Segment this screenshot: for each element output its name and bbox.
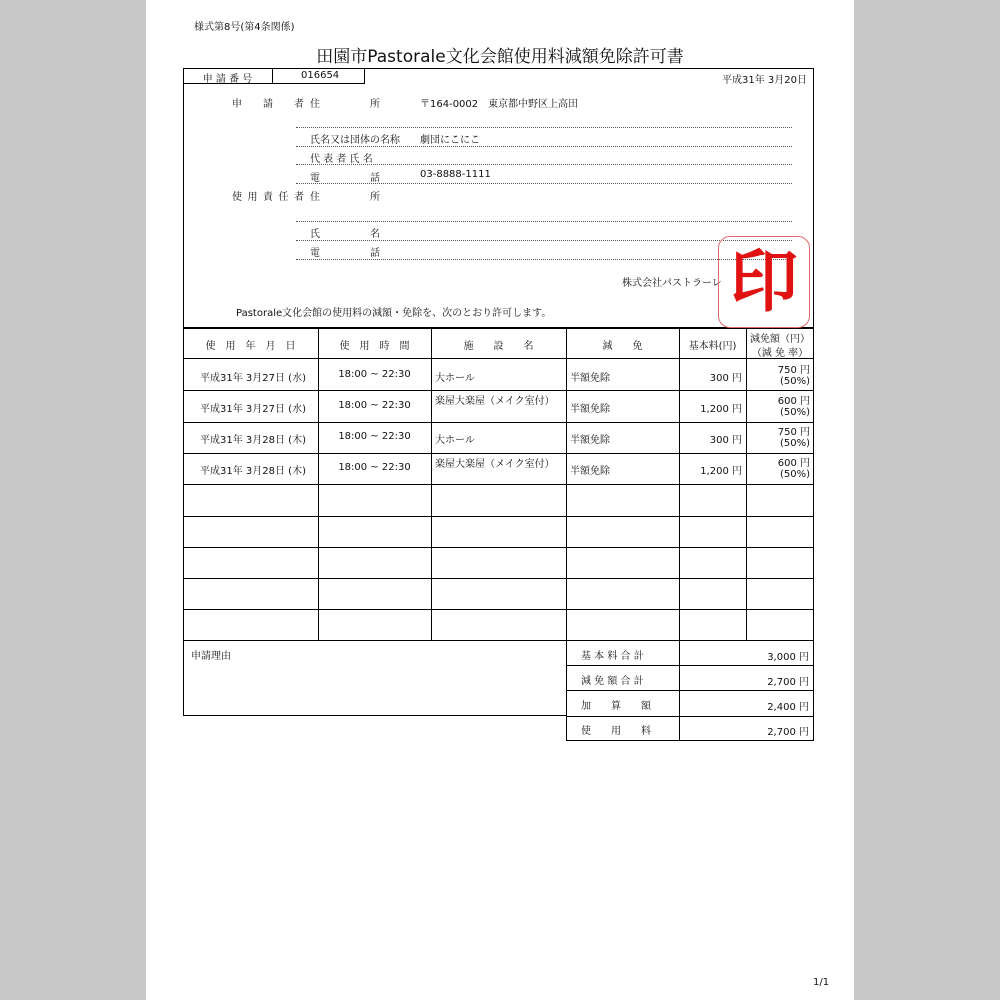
applicant-name-value: 劇団にこにこ: [420, 135, 480, 146]
header-time: 使 用 時 間: [339, 341, 410, 352]
table-row-date: 平成31年 3月28日 (木): [200, 435, 306, 446]
table-row-facility: 楽屋大楽屋（メイク室付）: [435, 459, 555, 470]
additional-amount-value: 2,400 円: [767, 702, 809, 713]
table-row-reduction: 半額免除: [570, 466, 610, 477]
table-row-amount: 750 円: [777, 365, 810, 376]
representative-label: 代 表 者 氏 名: [310, 154, 373, 165]
header-reduced-amount: 減免額（円）: [750, 334, 810, 345]
header-reduction: 減 免: [602, 341, 643, 352]
header-base-fee: 基本料(円): [688, 341, 737, 352]
table-row-base-fee: 300 円: [709, 373, 742, 384]
table-row-date: 平成31年 3月27日 (水): [200, 404, 306, 415]
table-row-date: 平成31年 3月27日 (水): [200, 373, 306, 384]
total-base-fee-value: 3,000 円: [767, 652, 809, 663]
table-row-rate: (50%): [779, 438, 810, 449]
table-row-reduction: 半額免除: [570, 435, 610, 446]
company-name: 株式会社パストラーレ: [622, 278, 722, 289]
reason-box: [183, 640, 567, 716]
usage-fee-label: 使 用 料: [581, 726, 651, 737]
table-row-base-fee: 300 円: [709, 435, 742, 446]
header-date: 使 用 年 月 日: [205, 341, 296, 352]
header-reduced-rate: （減 免 率）: [751, 348, 809, 359]
table-row-amount: 600 円: [777, 458, 810, 469]
document-title: 田園市Pastorale文化会館使用料減額免除許可書: [316, 47, 684, 67]
document-page: [146, 0, 854, 1000]
usage-fee-value: 2,700 円: [767, 727, 809, 738]
applicant-address-value: 〒164-0002 東京都中野区上高田: [420, 99, 579, 110]
table-row-rate: (50%): [779, 469, 810, 480]
table-row-rate: (50%): [779, 376, 810, 387]
reason-label: 申請理由: [191, 651, 231, 662]
table-row-rate: (50%): [779, 407, 810, 418]
manager-address-label: 住 所: [310, 192, 380, 203]
table-row-facility: 大ホール: [435, 435, 475, 446]
table-row-time: 18:00 ~ 22:30: [338, 462, 411, 473]
seal-stamp: [718, 236, 810, 328]
table-row-time: 18:00 ~ 22:30: [338, 369, 411, 380]
application-number-value: 016654: [301, 70, 340, 81]
table-row-time: 18:00 ~ 22:30: [338, 431, 411, 442]
issue-date: 平成31年 3月20日: [722, 75, 807, 86]
applicant-address-label: 住 所: [310, 99, 380, 110]
page-number: 1/1: [813, 977, 830, 988]
table-row-facility: 大ホール: [435, 373, 475, 384]
table-row-amount: 600 円: [777, 396, 810, 407]
header-facility: 施 設 名: [463, 341, 534, 352]
table-row-facility: 楽屋大楽屋（メイク室付）: [435, 396, 555, 407]
manager-phone-label: 電 話: [310, 248, 380, 259]
total-reduction-value: 2,700 円: [767, 677, 809, 688]
table-row-reduction: 半額免除: [570, 373, 610, 384]
applicant-phone-label: 電 話: [310, 173, 380, 184]
form-number: 様式第8号(第4条関係): [194, 22, 295, 33]
table-row-base-fee: 1,200 円: [700, 404, 742, 415]
table-row-reduction: 半額免除: [570, 404, 610, 415]
table-row-base-fee: 1,200 円: [700, 466, 742, 477]
manager-label: 使用責任者: [232, 192, 310, 203]
applicant-name-label: 氏名又は団体の名称: [310, 135, 400, 146]
table-row-date: 平成31年 3月28日 (木): [200, 466, 306, 477]
application-number-label: 申 請 番 号: [202, 74, 253, 85]
total-base-fee-label: 基 本 料 合 計: [581, 651, 644, 662]
additional-amount-label: 加 算 額: [581, 701, 651, 712]
applicant-phone-value: 03-8888-1111: [420, 169, 491, 180]
total-reduction-label: 減 免 額 合 計: [581, 676, 644, 687]
permission-statement: Pastorale文化会館の使用料の減額・免除を、次のとおり許可します。: [236, 308, 552, 319]
table-row-time: 18:00 ~ 22:30: [338, 400, 411, 411]
seal-stamp-text: 印: [729, 242, 798, 322]
table-row-amount: 750 円: [777, 427, 810, 438]
applicant-label: 申 請 者: [232, 99, 310, 110]
manager-name-label: 氏 名: [310, 229, 380, 240]
